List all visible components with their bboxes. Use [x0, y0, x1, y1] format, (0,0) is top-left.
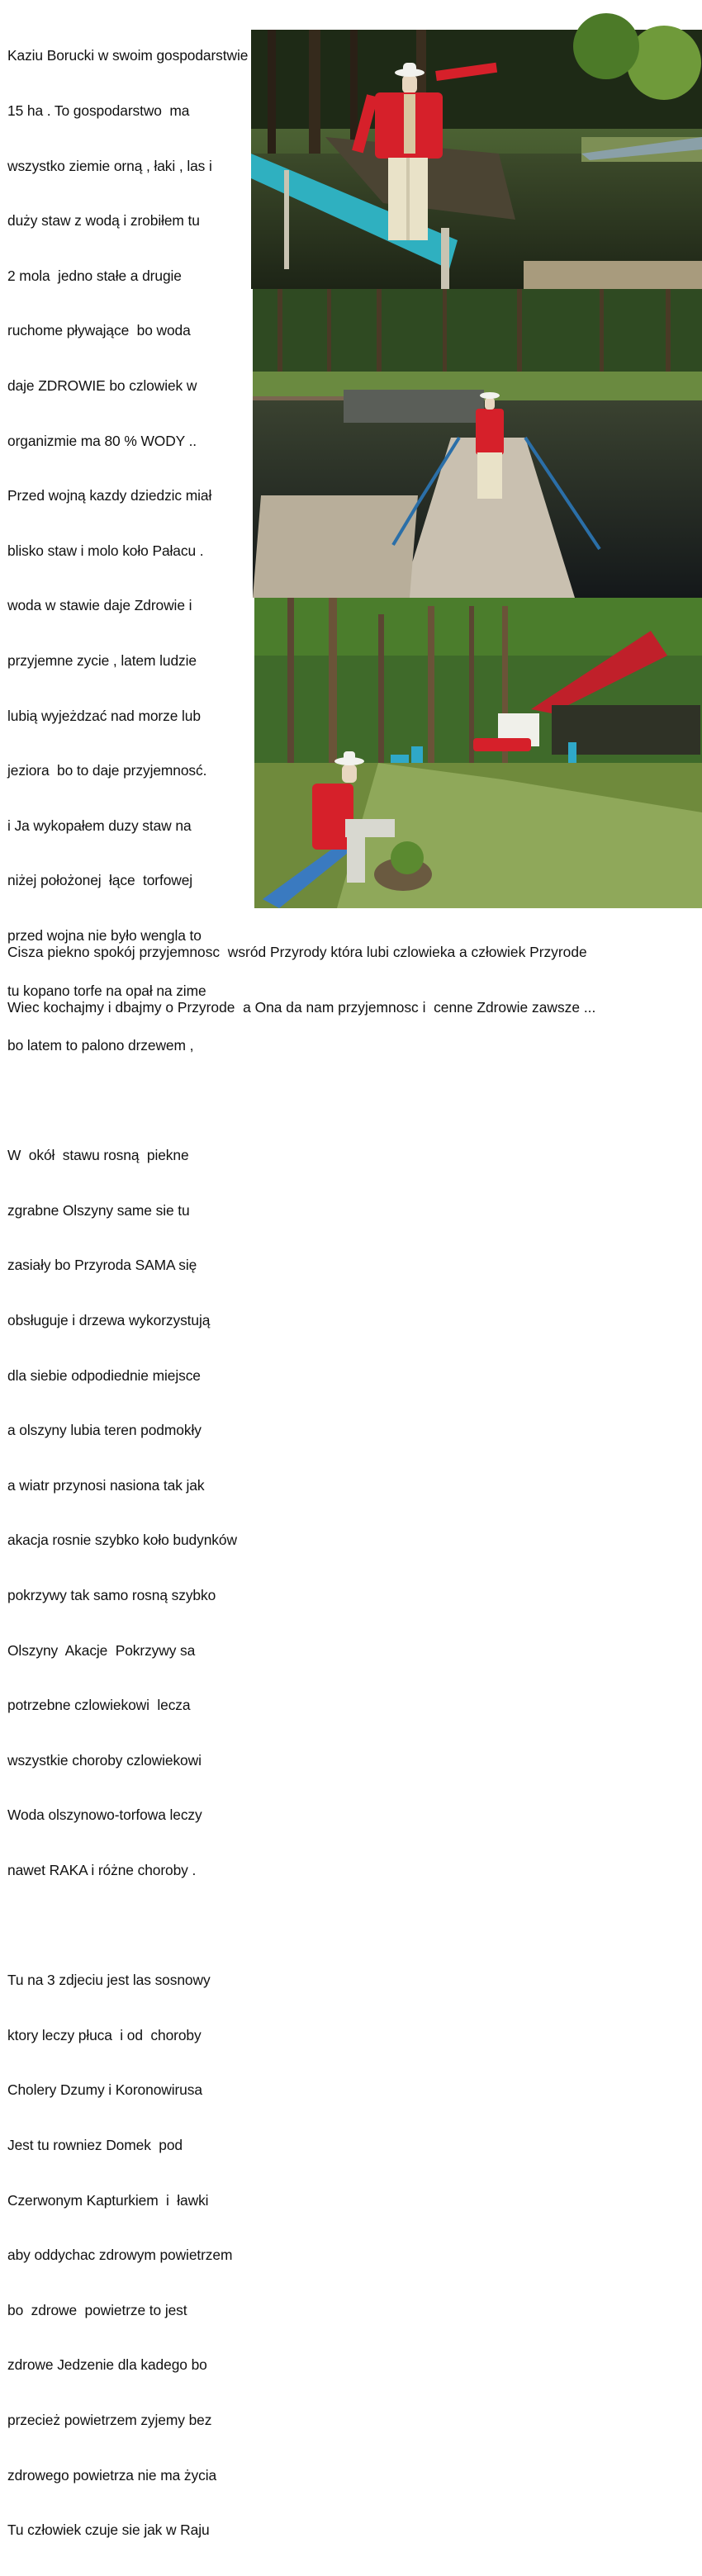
- text-line: ktory leczy płuca i od choroby: [7, 2026, 202, 2043]
- text-line: a olszyny lubia teren podmokły: [7, 1422, 202, 1439]
- text-line: ruchome pływające bo woda: [7, 322, 191, 339]
- footer-line: Cisza piekno spokój przyjemnosc wsród Przyrody która lubi czlowieka a człowiek Przyrode: [7, 944, 587, 961]
- text-line: blisko staw i molo koło Pałacu .: [7, 542, 204, 559]
- text-line: Kaziu Borucki w swoim gospodarstwie: [7, 47, 249, 64]
- text-line: Tu człowiek czuje sie jak w Raju: [7, 2522, 210, 2539]
- text-line: woda w stawie daje Zdrowie i: [7, 597, 192, 614]
- text-line: zgrabne Olszyny same sie tu: [7, 1201, 190, 1219]
- text-line: W okół stawu rosną piekne: [7, 1147, 189, 1164]
- text-line: a wiatr przynosi nasiona tak jak: [7, 1476, 205, 1494]
- text-line: Olszyny Akacje Pokrzywy sa: [7, 1641, 196, 1659]
- text-line: akacja rosnie szybko koło budynków: [7, 1532, 237, 1549]
- text-line: daje ZDROWIE bo czlowiek w: [7, 376, 197, 394]
- text-line: dla siebie odpodiednie miejsce: [7, 1366, 201, 1384]
- text-line: [7, 1091, 259, 1110]
- text-line: zasiały bo Przyroda SAMA się: [7, 1257, 197, 1274]
- text-line: przecież powietrzem zyjemy bez: [7, 2411, 212, 2428]
- text-line: pokrzywy tak samo rosną szybko: [7, 1587, 216, 1604]
- text-line: organizmie ma 80 % WODY ..: [7, 432, 197, 449]
- text-line: Woda olszynowo-torfowa leczy: [7, 1807, 202, 1824]
- text-line: lubią wyjeżdzać nad morze lub: [7, 707, 201, 724]
- text-line: Cholery Dzumy i Koronowirusa: [7, 2081, 202, 2099]
- photo-long-pier: [253, 289, 702, 598]
- text-line: bo latem to palono drzewem ,: [7, 1037, 194, 1054]
- text-line: aby oddychac zdrowym powietrzem: [7, 2247, 233, 2264]
- text-line: nawet RAKA i różne choroby .: [7, 1862, 197, 1878]
- text-line: obsługuje i drzewa wykorzystują: [7, 1312, 211, 1329]
- text-line: Czerwonym Kapturkiem i ławki: [7, 2191, 209, 2209]
- text-line: niżej położonej łące torfowej: [7, 872, 193, 889]
- text-line: 15 ha . To gospodarstwo ma: [7, 102, 190, 119]
- text-line: tu kopano torfe na opał na zime: [7, 982, 206, 999]
- photo-forest-bench: [254, 598, 702, 908]
- text-line: jeziora bo to daje przyjemnosć.: [7, 762, 207, 779]
- photo-pond-pier: [251, 30, 702, 289]
- text-line: wszystko ziemie orną , łaki , las i: [7, 157, 212, 174]
- text-line: Tu na 3 zdjeciu jest las sosnowy: [7, 1972, 211, 1989]
- text-line: i Ja wykopałem duzy staw na: [7, 817, 192, 834]
- footer-line: Wiec kochajmy i dbajmy o Przyrode a Ona da nam przyjemnosc i cenne Zdrowie zawsze ...: [7, 999, 596, 1016]
- text-line: przyjemne zycie , latem ludzie: [7, 651, 197, 669]
- text-line: wszystkie choroby czlowiekowi: [7, 1751, 202, 1769]
- text-line: Przed wojną kazdy dziedzic miał: [7, 487, 212, 504]
- article-text-column: [7, 10, 259, 2576]
- text-line: 2 mola jedno stałe a drugie: [7, 267, 182, 284]
- text-line: zdrowego powietrza nie ma życia: [7, 2466, 217, 2484]
- text-line: przed wojna nie było wengla to: [7, 926, 202, 944]
- text-line: duży staw z wodą i zrobiłem tu: [7, 212, 200, 230]
- text-line: [7, 1916, 259, 1934]
- text-line: zdrowe Jedzenie dla kadego bo: [7, 2356, 207, 2374]
- text-line: Jest tu rowniez Domek pod: [7, 2136, 183, 2153]
- article-footer-text: [7, 907, 701, 1054]
- text-line: potrzebne czlowiekowi lecza: [7, 1697, 191, 1714]
- text-line: bo zdrowe powietrze to jest: [7, 2301, 187, 2318]
